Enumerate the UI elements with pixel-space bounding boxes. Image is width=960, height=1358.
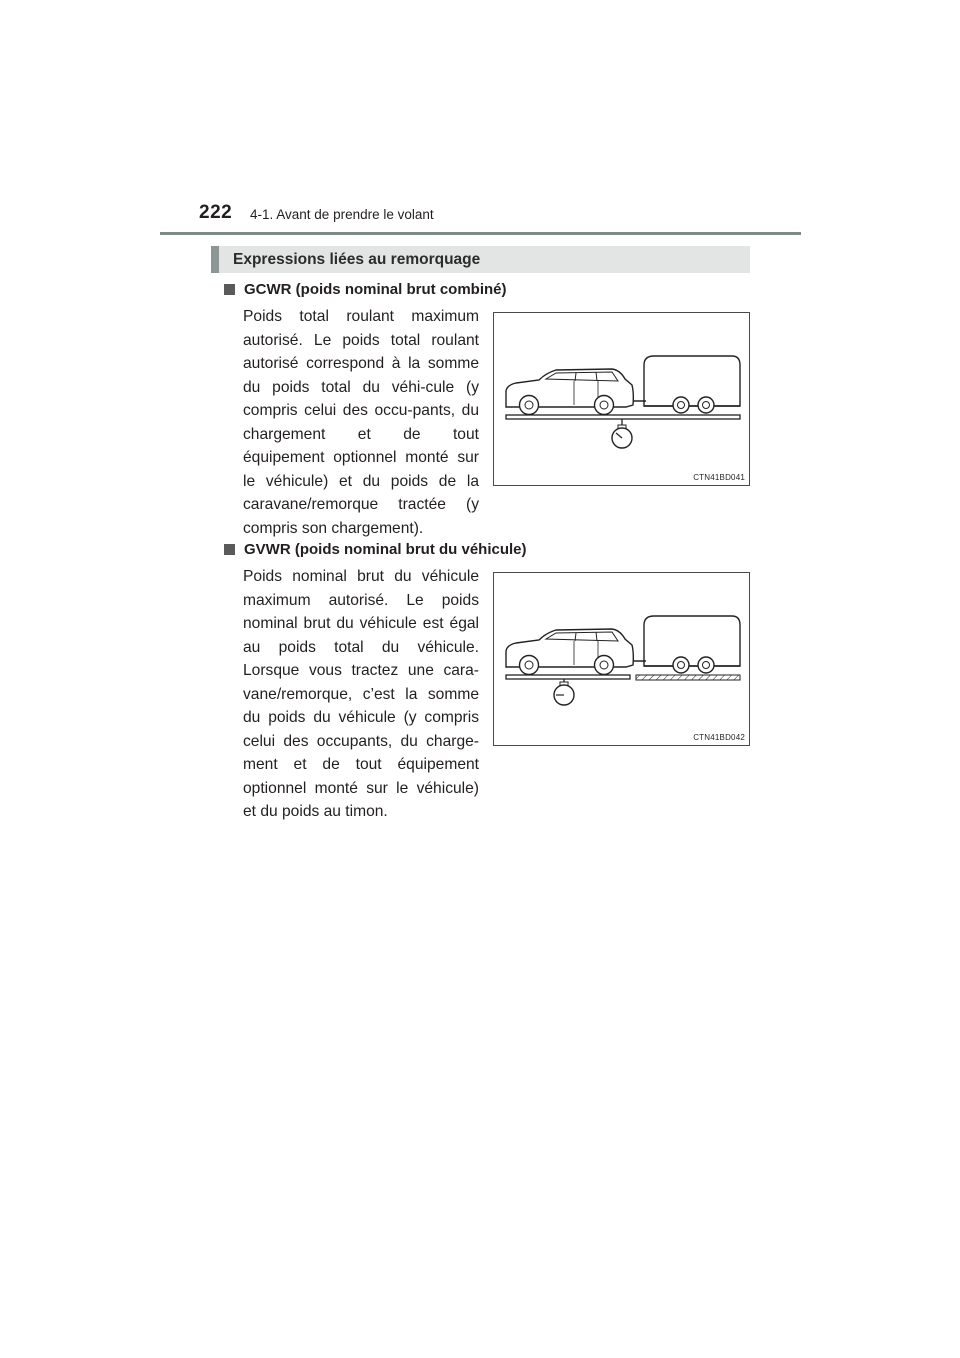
- item-heading-gcwr: [224, 281, 507, 298]
- item-heading-gvwr: [224, 541, 527, 558]
- heading-text: GVWR (poids nominal brut du véhicule): [244, 541, 527, 558]
- figure-gvwr: [493, 572, 750, 746]
- figure-code: CTN41BD042: [693, 733, 745, 742]
- section-bar: [211, 246, 750, 273]
- chapter-title: 4-1. Avant de prendre le volant: [250, 207, 434, 222]
- square-bullet-icon: [224, 284, 235, 295]
- car-trailer-scale-illustration: [494, 313, 749, 485]
- item-text-gcwr: Poids total roulant maximum autorisé. Le poids total roulant autorisé correspond à la somme du poids total du véhi-cule (y compris celui des occu-pants, du chargement et de tout équipement optionnel monté sur le véhicule) et du poids de la caravane/remorque tractée (y compris son chargement).: [243, 308, 479, 537]
- heading-text: GCWR (poids nominal brut combiné): [244, 281, 507, 298]
- figure-gcwr: [493, 312, 750, 486]
- figure-code: CTN41BD041: [693, 473, 745, 482]
- header-rule: [160, 232, 801, 235]
- car-trailer-scale-illustration: [494, 573, 749, 745]
- square-bullet-icon: [224, 544, 235, 555]
- item-text-gvwr: Poids nominal brut du véhicule maximum autorisé. Le poids nominal brut du véhicule est égal au poids total du véhicule. Lorsque vous tractez une cara-vane/remorque, c’est la somme du poids du véhicule (y compris celui des occupants, du charge-ment et de tout équipement optionnel monté sur le véhicule) et du poids au timon.: [243, 568, 479, 820]
- section-title: Expressions liées au remorquage: [233, 251, 481, 268]
- page-number: 222: [199, 202, 233, 223]
